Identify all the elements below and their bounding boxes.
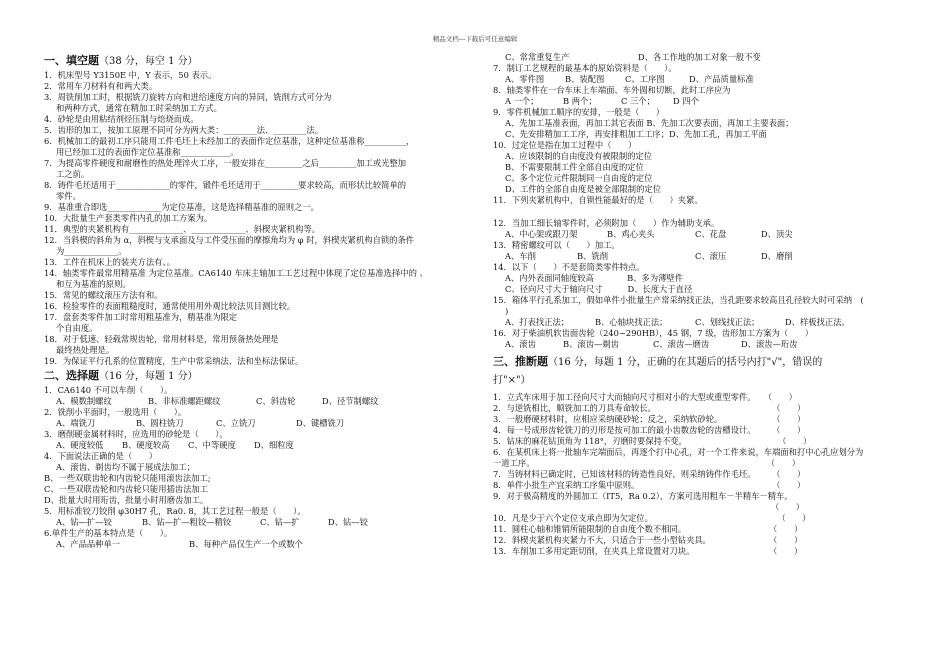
choice-option: C、中等硬度 [188, 440, 236, 450]
choice-option: D、批量大时用珩齿，批量小时用磨齿加工。 [44, 495, 209, 505]
true-false-item: 3．一般磨硬材料时，应相应采纳硬砂轮；反之，采纳软砂轮。 （ ） [493, 414, 806, 424]
fill-blank-item: 6．机械加工的最初工序只能用工件毛坯上未经加工的表面作定位基准，这种定位基准称__________， [44, 136, 415, 146]
choice-option: A、滚齿 [505, 339, 536, 349]
true-false-item: 6．在某机床上将一批轴车完端面后，再逐个打中心孔，对一个工件来说，车端面和打中心孔应划分为 [493, 447, 864, 457]
fill-blank-item: 零件。 [56, 191, 81, 201]
spacer [493, 206, 923, 218]
fill-blank-item: 和两种方式，通常在精加工时采纳加工方式。 [56, 103, 222, 113]
fill-blank-item: 11．典型的夹紧机构有_____________、_____________、斜楔夹紧机构等。 [44, 224, 321, 234]
section-true-false-title: 三、推断题（16 分，每题 1 分，正确的在其题后的括号内打"√"，错误的 [493, 355, 823, 368]
page-header: 精品文档---下载后可任意编辑 [432, 35, 518, 43]
true-false-item: （ ） [493, 502, 805, 512]
choice-option: C、划线找正法； [695, 317, 760, 327]
choice-option: A、产品品种单一 [56, 539, 121, 549]
choice-option: B、钻—扩—粗铰—精铰 [142, 517, 232, 527]
fill-blank-item: 14．轴类零件最常用精基准 为定位基准。CA6140 车床主轴加工工艺过程中体现了定位基准选择中的 、 [44, 268, 428, 278]
choice-question: 5．用标准铰刀铰削 φ30H7 孔，Ra0. 8，其工艺过程一般是（ ）。 [44, 506, 306, 516]
choice-option: A、应该限制的自由度没有被限制的定位 [505, 151, 653, 161]
fill-blank-item: 最终热处理是。 [56, 345, 115, 355]
fill-blank-item: 19．为保证平行孔系的位置精度，生产中常采纳法、法和坐标法保证。 [44, 356, 304, 366]
choice-option: A、钻—扩—铰 [56, 517, 112, 527]
fill-blank-item: 个自由度。 [56, 323, 98, 333]
choice-options [493, 52, 923, 63]
choice-question: 15．箱体平行孔系加工，假如单件小批量生产常采纳找正法，当孔距要求较高且孔径较大时可采纳 ( [493, 295, 864, 305]
choice-question-close: ) [505, 306, 509, 316]
choice-question: 3．磨削硬金属材料时，应选用的砂轮是（ ）。 [44, 429, 228, 439]
choice-option: B 两个； [563, 96, 597, 106]
choice-question: 10．过定位是指在加工过程中（ ） [493, 140, 637, 150]
fill-blank-item: 5．齿形的加工，按加工原理不同可分为两大类：________法、________法。 [44, 125, 324, 135]
fill-blank-item: 用已经加工过的表面作定位基准称____________。 [56, 147, 239, 157]
choice-option: D、磨削 [761, 251, 793, 261]
true-false-item: 5．钻床的麻花钻顶角为 118°，刃磨时要保持不变。 （ ） [493, 436, 812, 446]
choice-question: 7．制订工艺规程的最基本的原始资料是（ ）。 [493, 63, 677, 73]
choice-option: B、非标准螺距螺纹 [148, 396, 221, 406]
true-false-item: 7．当铸材料已确定时，已知该材料的铸造性良好，则采纳铸件作毛坯。 （ ） [493, 469, 806, 479]
choice-option: B、心轴块找正法； [595, 317, 668, 327]
choice-question: 1．CA6140 不可以车削（ ）。 [44, 385, 173, 395]
choice-option: A、打表找正法； [505, 317, 570, 327]
true-false-item: 4．每一号成形齿轮铣刀的刃形是按可加工的最小齿数齿轮的齿槽设计。 （ ） [493, 425, 806, 435]
true-false-item: 11．圆柱心轴和锥销所能限制的自由度个数不相同。 （ ） [493, 524, 803, 534]
choice-option: C 三个； [621, 96, 655, 106]
choice-options [44, 517, 474, 528]
choice-option: A 一个； [505, 96, 539, 106]
fill-blank-item: 13．工件在机床上的装夹方法有、。 [44, 257, 175, 267]
choice-option: B、圆柱铣刀 [136, 418, 184, 428]
choice-option: C、立铣刀 [216, 418, 256, 428]
fill-blank-item: 15．常见的螺纹滚压方法有和。 [44, 290, 163, 300]
choice-options [44, 440, 474, 451]
fill-blank-item: 17．盘套类零件加工时常用粗基准为，精基准为限定 [44, 312, 238, 322]
choice-options [44, 418, 474, 429]
choice-question: 14．以下（ ）不是套筒类零件特点。 [493, 262, 645, 272]
choice-option: C、滚压 [695, 251, 727, 261]
fill-blank-item: 10．大批量生产套类零件内孔的加工方案为。 [44, 213, 213, 223]
section-choice-title: 二、选择题（16 分，每题 1 分） [44, 369, 198, 382]
choice-option: A、内外表面同轴度较高 B、多为薄壁件 [505, 273, 684, 283]
choice-option: B、滚齿—剃齿 [563, 339, 619, 349]
fill-blank-item: 和互为基准的原则。 [56, 279, 131, 289]
true-false-item: 2．与逆铣相比，顺铣加工的刀具寿命较长。 （ ） [493, 403, 806, 413]
left-column [44, 52, 474, 550]
choice-question: 8．轴类零件在一台车床上车端面、车外圆和切断，此时工序应为 [493, 85, 731, 95]
choice-option: A、零件图 [505, 74, 545, 84]
choice-option: A、车削 [505, 251, 536, 261]
right-column [493, 52, 923, 557]
true-false-item: 9．对于极高精度的外圆加工（IT5，Ra 0.2），方案可选用粗车－半精车－精车。 [493, 491, 793, 501]
choice-options [493, 74, 923, 85]
choice-option: C、工序图 [625, 74, 665, 84]
choice-option: D、滚齿—珩齿 [741, 339, 798, 349]
fill-blank-item: 3．周铣削加工时，根据铣刀旋转方向和进给速度方向的异同，铣削方式可分为 [44, 92, 332, 102]
true-false-item: 8．单件小批生产宜采纳工序集中原则。 （ ） [493, 480, 806, 490]
fill-blank-item: 工之前。 [56, 169, 90, 179]
fill-blank-item: 1．机床型号 Y3150E 中，Y 表示，50 表示。 [44, 70, 217, 80]
true-false-item: 1．立式车床用于加工径向尺寸大而轴向尺寸相对小的大型或重型零件。 （ ） [493, 392, 797, 402]
choice-option: A、滚齿、剃齿均不属于展成法加工； [56, 462, 195, 472]
choice-option: C、径向尺寸大于轴向尺寸 D、长度大于直径 [505, 284, 693, 294]
choice-question: 16．对于柴油机软齿面齿轮（240~290HB），45 钢，7 级，齿形加工方案为（ ） [493, 328, 814, 338]
choice-options [493, 229, 923, 240]
fill-blank-item: 4．砂轮是由用粘结剂烃压制与焙烧而成。 [44, 114, 199, 124]
choice-option: D、细粒度 [254, 440, 294, 450]
true-false-item: 13．车削加工多用定距切削，在夹具上常设置对刀块。 （ ） [493, 546, 803, 556]
choice-option: C、斜齿轮 [256, 396, 296, 406]
choice-option: D、顶尖 [761, 229, 793, 239]
choice-question: 6.单件生产的基本特点是（ ）。 [44, 528, 173, 538]
true-false-item: 12．斜楔夹紧机构夹紧力不大，只适合于一些小型钻夹具。 （ ） [493, 535, 803, 545]
fill-blank-item: 12．当斜楔的斜角为 α，斜楔与支承面及与工件受压面的摩擦角均为 φ 时，斜楔夹紧机构自锁的条件 [44, 235, 415, 245]
choice-option: D、钻—铰 [328, 517, 368, 527]
choice-option: C、多个定位元件限制同一自由度的定位 [505, 173, 653, 183]
choice-option: D、径节制螺纹 [322, 396, 379, 406]
choice-question: 11．下列夹紧机构中，自锁性能最好的是（ ）夹紧。 [493, 195, 703, 205]
fill-blank-item: 7．为提高零件硬度和耐磨性的热处理淬火工序，一般安排在_________之后_________加工或光整加 [44, 158, 407, 168]
choice-option: D 四个 [673, 96, 699, 106]
choice-option: C、钻—扩 [260, 517, 300, 527]
choice-options [44, 396, 474, 407]
choice-option: C、一些双联齿轮和内齿轮只能用插齿法加工 [44, 484, 208, 494]
choice-options [44, 539, 474, 550]
choice-option: C、常常重复生产 [505, 52, 570, 62]
choice-options [493, 96, 923, 107]
choice-option: C、滚齿—磨齿 [653, 339, 710, 349]
choice-option: A、先加工基准表面，再加工其它表面 B、先加工次要表面，再加工主要表面； [505, 118, 794, 128]
choice-option: B、一些双联齿轮和内齿轮只能用滚齿法加工; [44, 473, 211, 483]
fill-blank-item: 9．基准重合即选_____________为定位基准，这是选择精基准的原则之一。 [44, 202, 319, 212]
true-false-item: 一道工序。 （ ） [493, 458, 800, 468]
choice-option: B、装配图 [565, 74, 605, 84]
fill-blank-item: 16．检验零件的表面粗糙度时，通常使用用外观比较法贝目测比较。 [44, 301, 296, 311]
choice-option: A、模数制螺纹 [56, 396, 112, 406]
choice-option: D、键槽铣刀 [296, 418, 345, 428]
section-true-false-note: 打"×"） [493, 375, 531, 386]
choice-question: 2．铣削小平面时，一般选用（ ）。 [44, 407, 187, 417]
choice-option: A、端铣刀 [56, 418, 96, 428]
section-fill-blank-title: 一、填空题（38 分，每空 1 分） [44, 54, 198, 67]
choice-option: D、工件的全部自由度是被全部限制的定位 [505, 184, 661, 194]
choice-option: D、样板找正法。 [785, 317, 850, 327]
choice-options [493, 251, 923, 262]
fill-blank-item: 2．常用车刀材料有和两大类。 [44, 81, 158, 91]
true-false-item: 10．凡是少于六个定位支承点即为欠定位。 （ ） [493, 513, 811, 523]
choice-option: A、硬度较低 [56, 440, 104, 450]
choice-option: B、鸡心夹头 [607, 229, 655, 239]
choice-question: 12．当加工细长轴零件时，必须附加（ ）作为辅助支承。 [493, 218, 720, 228]
choice-options [493, 339, 923, 350]
choice-option: C、花盘 [695, 229, 727, 239]
fill-blank-item: 8．铸件毛坯适用于_____________的零件，锻件毛坯适用于_________要求较高，而形状比较简单的 [44, 180, 407, 190]
choice-question: 13．精密螺纹可以（ ）加工。 [493, 240, 620, 250]
choice-option: B、不需要限制工件全部自由度的定位 [505, 162, 644, 172]
choice-option: A、中心架或跟刀架 [505, 229, 578, 239]
choice-option: B、每种产品仅生产一个或数个 [189, 539, 303, 549]
fill-blank-item: 18．对于低速、轻载常规齿轮，常用材料是，常用预备热处理是 [44, 334, 279, 344]
choice-option: B、硬度较高 [122, 440, 170, 450]
choice-option: C、先安排精加工工序，再安排粗加工工序；D、先加工孔，再加工平面 [505, 129, 767, 139]
choice-option: D、产品质量标准 [689, 74, 754, 84]
fill-blank-item: 为_____________。 [56, 246, 127, 256]
choice-question: 4．下面说法正确的是（ ） [44, 451, 158, 461]
choice-options [493, 317, 923, 328]
choice-question: 9．零件机械加工顺序的安排，一般是（ ） [493, 107, 665, 117]
choice-option: D、各工作地的加工对象一般不变 [638, 52, 761, 62]
choice-option: B、铣削 [577, 251, 608, 261]
